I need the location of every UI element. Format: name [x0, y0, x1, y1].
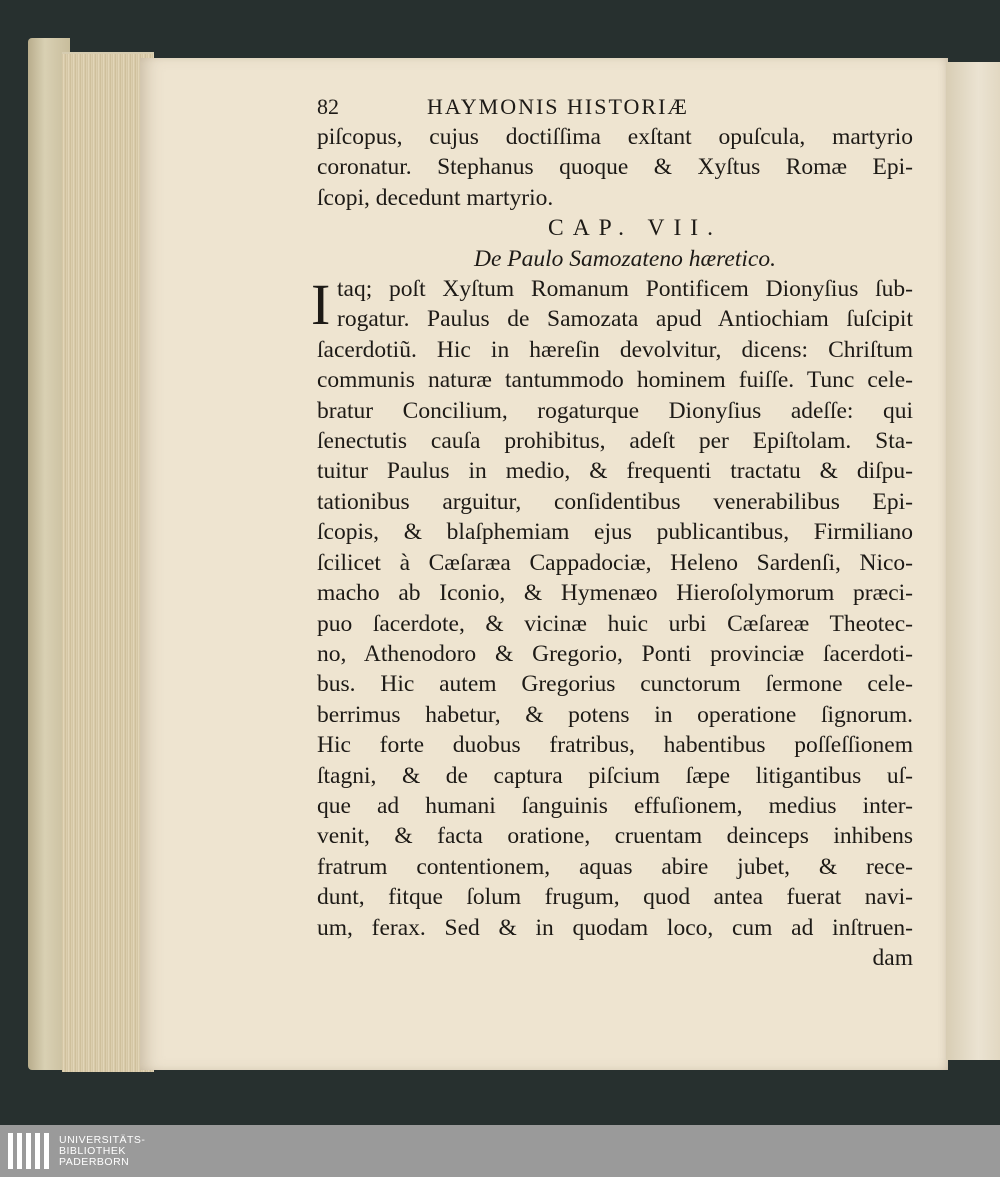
text-line: coronatur. Stephanus quoque & Xyſtus Romæ Epi-	[317, 154, 913, 181]
text-line: communis naturæ tantummodo hominem fuiſſe. Tunc cele-	[317, 367, 913, 394]
library-name-line: UNIVERSITÄTS-	[59, 1133, 146, 1146]
text-line: berrimus habetur, & potens in operatione ſignorum.	[317, 701, 913, 728]
text-line: ſcilicet à Cæſaræa Cappadociæ, Heleno Sardenſi, Nico-	[317, 549, 913, 576]
chapter-heading: CAP. VII.	[548, 215, 722, 242]
text-line: puo ſacerdote, & vicinæ huic urbi Cæſareæ Theotec-	[317, 610, 913, 637]
text-line: bus. Hic autem Gregorius cunctorum ſermone cele-	[317, 671, 913, 698]
library-name-line: PADERBORN	[59, 1155, 130, 1168]
text-line: dunt, fitque ſolum frugum, quod antea fuerat navi-	[317, 884, 913, 911]
library-name-line: BIBLIOTHEK	[59, 1144, 126, 1157]
text-line: macho ab Iconio, & Hymenæo Hieroſolymorum præci-	[317, 580, 913, 607]
facing-page-edge	[946, 62, 1000, 1060]
page-header	[317, 92, 913, 122]
text-line: rogatur. Paulus de Samozata apud Antiochiam ſuſcipit	[337, 306, 913, 333]
library-name	[59, 1135, 145, 1168]
page-text	[311, 92, 913, 973]
library-logo-icon	[8, 1131, 49, 1171]
text-line: ſtagni, & de captura piſcium ſæpe litigantibus uſ-	[317, 762, 913, 789]
text-line: um, ferax. Sed & in quodam loco, cum ad inſtruen-	[317, 914, 913, 941]
chapter-subtitle: De Paulo Samozateno hæretico.	[474, 245, 776, 272]
text-line: tuitur Paulus in medio, & frequenti tractatu & diſpu-	[317, 458, 913, 485]
text-line: venit, & facta oratione, cruentam deinceps inhibens	[317, 823, 913, 850]
text-line: ſacerdotiũ. Hic in hæreſin devolvitur, dicens: Chriſtum	[317, 336, 913, 363]
text-line: ſcopi, decedunt martyrio.	[317, 184, 554, 211]
text-line: tationibus arguitur, conſidentibus venerabilibus Epi-	[317, 488, 913, 515]
running-head: HAYMONIS HISTORIÆ	[427, 94, 689, 119]
first-line-text: taq; poſt Xyſtum Romanum Pontificem Dionyſius ſub-	[337, 276, 913, 303]
text-line: Hic forte duobus fratribus, habentibus poſſeſſionem	[317, 732, 913, 759]
text-line: bratur Concilium, rogaturque Dionyſius adeſſe: qui	[317, 397, 913, 424]
library-footer	[0, 1125, 1000, 1177]
drop-capital: I	[311, 272, 331, 338]
text-line: no, Athenodoro & Gregorio, Ponti provinciæ ſacerdoti-	[317, 640, 913, 667]
text-line: que ad humani ſanguinis effuſionem, medius inter-	[317, 792, 913, 819]
text-line: fratrum contentionem, aquas abire jubet, & rece-	[317, 853, 913, 880]
text-line: ſcopis, & blaſphemiam ejus publicantibus, Firmiliano	[317, 519, 913, 546]
catchword: dam	[872, 944, 913, 971]
page-number: 82	[317, 94, 339, 119]
text-line: ſenectutis cauſa prohibitus, adeſt per Epiſtolam. Sta-	[317, 428, 913, 455]
text-line: piſcopus, cujus doctiſſima exſtant opuſcula, martyrio	[317, 124, 913, 150]
